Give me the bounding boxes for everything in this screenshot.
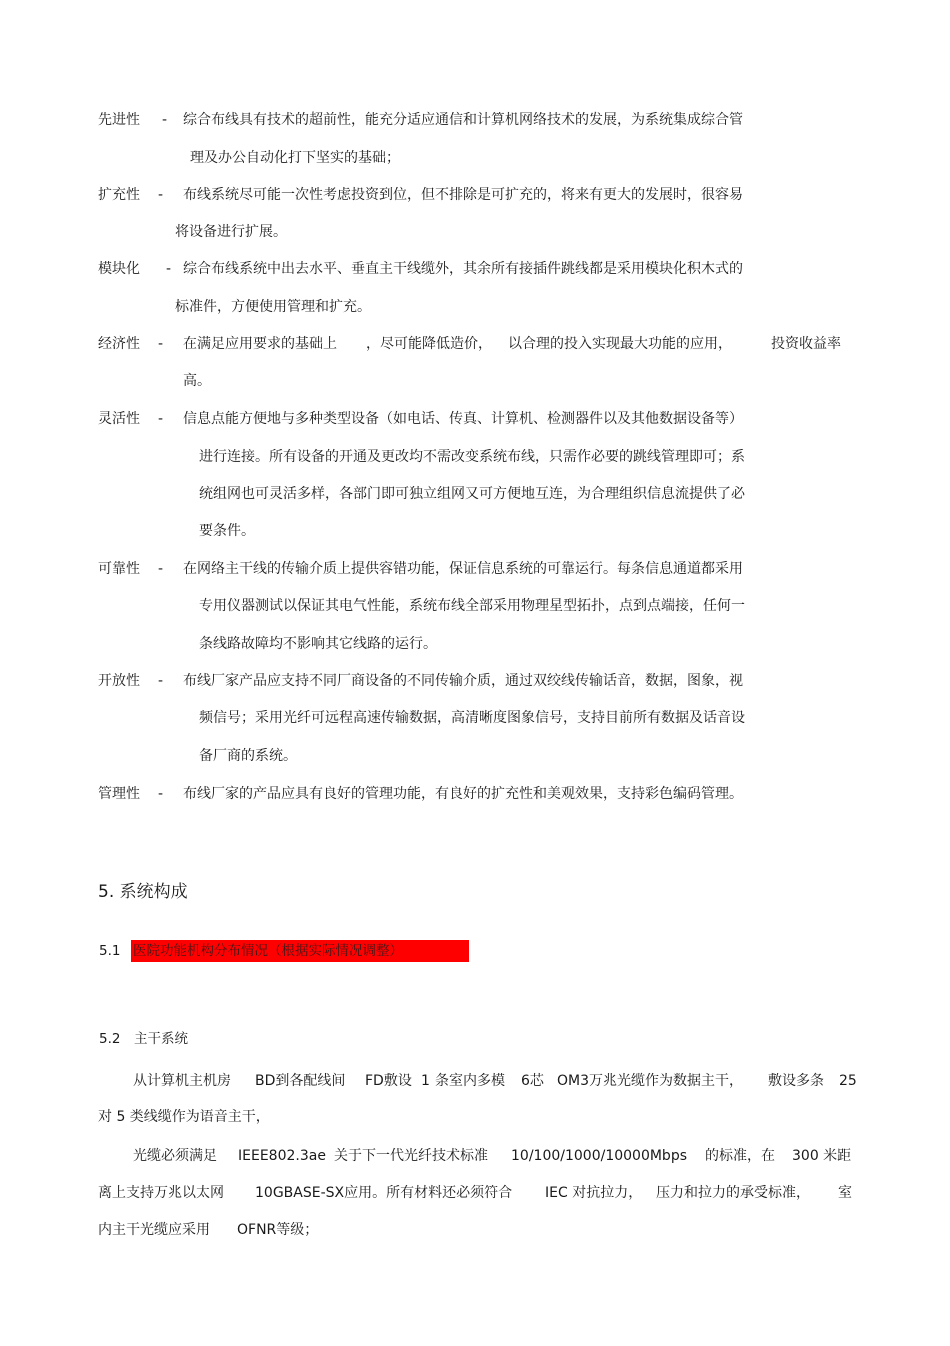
paragraph-part: 的标准，在 bbox=[705, 1148, 775, 1164]
paragraph-part: 室 bbox=[838, 1185, 852, 1201]
feature-desc-line: 综合布线系统中出去水平、垂直主干线缆外，其余所有接插件跳线都是采用模块化积木式的 bbox=[183, 261, 743, 277]
feature-term-economy: 经济性 bbox=[98, 336, 140, 352]
subsection-number: 5.2 bbox=[99, 1031, 121, 1047]
feature-desc-line: 信息点能方便地与多种类型设备（如电话、传真、计算机、检测器件以及其他数据设备等） bbox=[183, 411, 743, 427]
feature-desc-line: 标准件，方便使用管理和扩充。 bbox=[175, 299, 371, 315]
subsection-title-highlighted: 医院功能机构分布情况（根据实际情况调整） bbox=[133, 943, 403, 959]
paragraph-part: 压力和拉力的承受标准， bbox=[656, 1185, 810, 1201]
feature-dash: - bbox=[158, 336, 164, 352]
feature-desc-line: 综合布线具有技术的超前性，能充分适应通信和计算机网络技术的发展，为系统集成综合管 bbox=[183, 112, 743, 128]
feature-desc-line: 专用仪器测试以保证其电气性能，系统布线全部采用物理星型拓扑，点到点端接，任何一 bbox=[199, 598, 745, 614]
paragraph-part: 条室内多模 bbox=[435, 1073, 505, 1089]
subsection-number: 5.1 bbox=[99, 943, 121, 959]
section-heading: 5. 系统构成 bbox=[98, 882, 188, 902]
feature-term-expansion: 扩充性 bbox=[98, 187, 140, 203]
feature-desc-line: 备厂商的系统。 bbox=[199, 748, 297, 764]
feature-desc-line: 将设备进行扩展。 bbox=[175, 224, 287, 240]
feature-desc-part: 投资收益率 bbox=[771, 336, 841, 352]
feature-term-modular: 模块化 bbox=[98, 261, 140, 277]
feature-dash: - bbox=[158, 561, 164, 577]
feature-dash: - bbox=[158, 786, 164, 802]
feature-desc-line: 要条件。 bbox=[199, 523, 255, 539]
paragraph-part: 10GBASE-SX应用。所有材料还必须符合 bbox=[255, 1185, 513, 1201]
paragraph-part: 内主干光缆应采用 bbox=[98, 1222, 210, 1238]
feature-desc-line: 高。 bbox=[183, 373, 211, 389]
paragraph-part: OFNR等级； bbox=[237, 1222, 319, 1238]
feature-desc-line: 布线厂家产品应支持不同厂商设备的不同传输介质，通过双绞线传输话音，数据，图象，视 bbox=[183, 673, 743, 689]
feature-term-flexibility: 灵活性 bbox=[98, 411, 140, 427]
paragraph-part: OM3万兆光缆作为数据主干， bbox=[557, 1073, 744, 1089]
paragraph-line: 对 5 类线缆作为语音主干， bbox=[98, 1109, 270, 1125]
feature-desc-line: 理及办公自动化打下坚实的基础； bbox=[190, 150, 400, 166]
paragraph-part: BD到各配线间 bbox=[255, 1073, 346, 1089]
feature-desc-part: 以合理的投入实现最大功能的应用， bbox=[508, 336, 732, 352]
paragraph-part: FD敷设 bbox=[365, 1073, 412, 1089]
paragraph-part: 离上支持万兆以太网 bbox=[98, 1185, 224, 1201]
paragraph-part: 关于下一代光纤技术标准 bbox=[334, 1148, 488, 1164]
paragraph-part: 从计算机主机房 bbox=[133, 1073, 231, 1089]
paragraph-part: 1 bbox=[421, 1073, 430, 1089]
feature-desc-line: 统组网也可灵活多样，各部门即可独立组网又可方便地互连，为合理组织信息流提供了必 bbox=[199, 486, 745, 502]
feature-dash: - bbox=[158, 673, 164, 689]
feature-desc-line: 在网络主干线的传输介质上提供容错功能，保证信息系统的可靠运行。每条信息通道都采用 bbox=[183, 561, 743, 577]
paragraph-part: 光缆必须满足 bbox=[133, 1148, 217, 1164]
paragraph-part: 6芯 bbox=[521, 1073, 544, 1089]
paragraph-part: 300 米距 bbox=[792, 1148, 852, 1164]
paragraph-part: 10/100/1000/10000Mbps bbox=[511, 1148, 687, 1164]
paragraph-part: 敷设多条 bbox=[768, 1073, 824, 1089]
feature-dash: - bbox=[162, 112, 168, 128]
feature-desc-line: 布线系统尽可能一次性考虑投资到位，但不排除是可扩充的，将来有更大的发展时，很容易 bbox=[183, 187, 743, 203]
paragraph-part: 25 bbox=[839, 1073, 857, 1089]
feature-desc-line: 进行连接。所有设备的开通及更改均不需改变系统布线，只需作必要的跳线管理即可；系 bbox=[199, 449, 745, 465]
feature-desc-part: ，尽可能降低造价， bbox=[366, 336, 492, 352]
feature-dash: - bbox=[158, 187, 164, 203]
feature-term-advanced: 先进性 bbox=[98, 112, 140, 128]
feature-desc-line: 频信号；采用光纤可远程高速传输数据，高清晰度图象信号，支持目前所有数据及话音设 bbox=[199, 710, 745, 726]
feature-term-manageability: 管理性 bbox=[98, 786, 140, 802]
paragraph-part: IEEE802.3ae bbox=[238, 1148, 326, 1164]
feature-term-reliability: 可靠性 bbox=[98, 561, 140, 577]
feature-term-openness: 开放性 bbox=[98, 673, 140, 689]
feature-desc-line: 布线厂家的产品应具有良好的管理功能，有良好的扩充性和美观效果，支持彩色编码管理。 bbox=[183, 786, 743, 802]
feature-desc-part: 在满足应用要求的基础上 bbox=[183, 336, 337, 352]
feature-desc-line: 条线路故障均不影响其它线路的运行。 bbox=[199, 636, 437, 652]
feature-dash: - bbox=[158, 411, 164, 427]
feature-dash: - bbox=[166, 261, 172, 277]
paragraph-part: IEC 对抗拉力， bbox=[545, 1185, 643, 1201]
subsection-title: 主干系统 bbox=[134, 1031, 188, 1047]
